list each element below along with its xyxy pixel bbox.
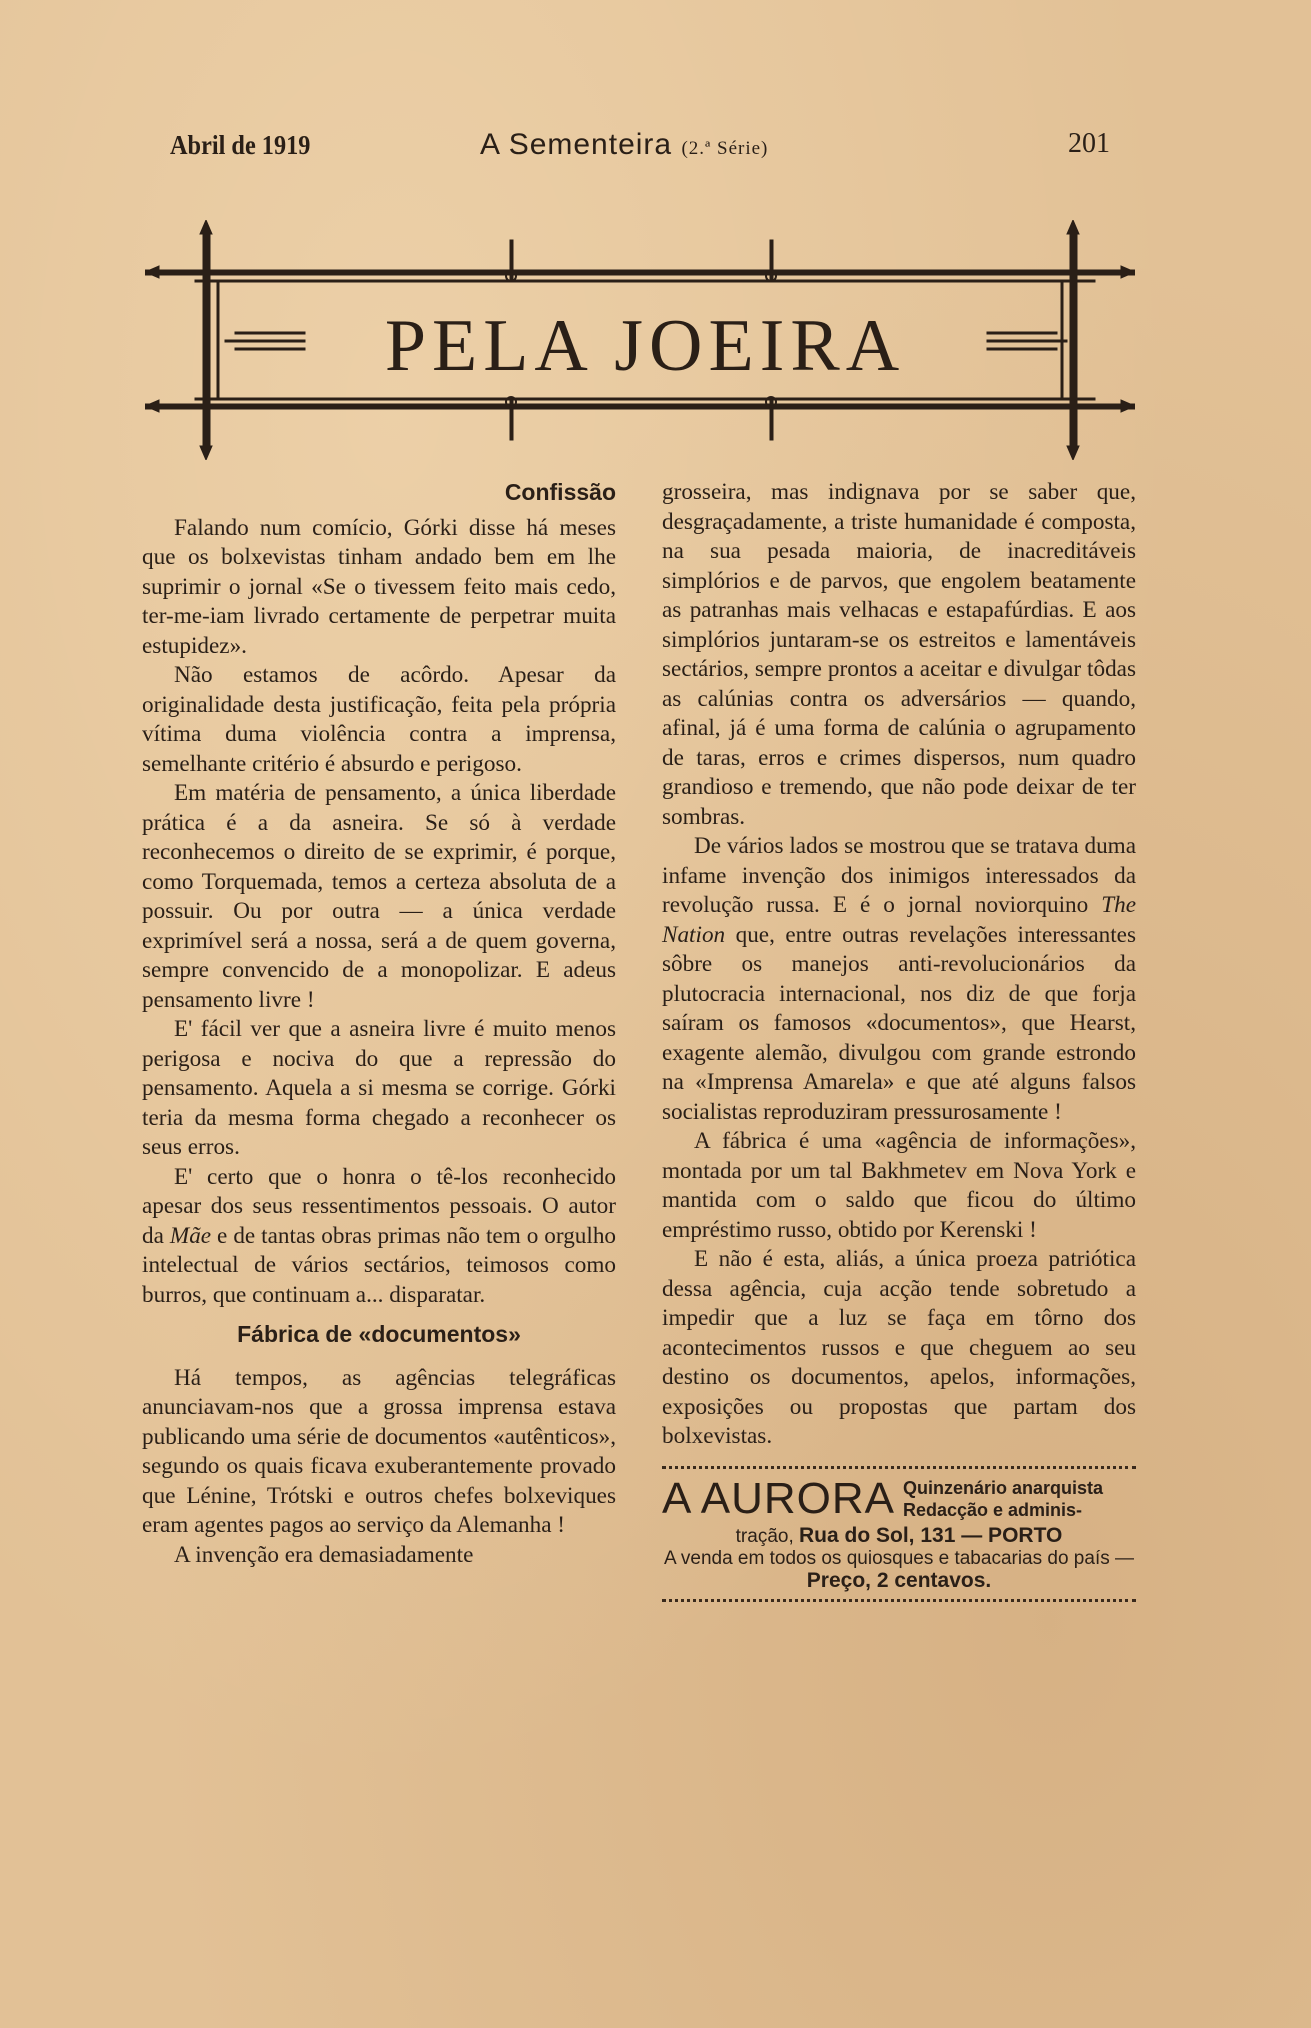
journal-title — [480, 128, 768, 162]
left-column — [142, 478, 616, 1570]
paragraph: Em matéria de pensamento, a única liberdade prática é a da asneira. Se só à verdade reconhecemos o direito de se exprimir, é porque, como Torquemada, temos a certeza absoluta de a possuir. Ou por outra — a única verdade exprimível será a nossa, será a de quem governa, sempre convencido de a monopolizar. E adeus pensamento livre ! — [142, 780, 616, 1013]
ad-line: tração, — [735, 1525, 800, 1547]
journal-name: A Sementeira — [480, 128, 673, 161]
paragraph — [142, 1163, 616, 1311]
ad-side-text — [903, 1477, 1103, 1521]
paragraph: Falando num comício, Górki disse há meses que os bolxevistas tinham andado bem em lhe suprimir o jornal «Se o tivessem feito mais cedo, ter-me-iam livrado certamente de perpetrar muita estupidez». — [142, 514, 616, 659]
section-heading-fabrica: Fábrica de «documentos» — [237, 1321, 521, 1347]
ad-line: A venda em todos os quiosques e tabacarias do país — — [663, 1547, 1135, 1569]
text-run: que, entre outras revelações interessantes sôbre os manejos anti-revolucionários da plutocracia internacional, nos diz de que forja saíram os famosos «documentos», que Hearst, exagente alemão, divulgou com grande estrondo na «Imprensa Amarela» e que até alguns falsos socialistas reproduziram pressurosamente ! — [662, 921, 1136, 1125]
banner-title: PELA JOEIRA — [384, 305, 906, 387]
text-run: E' certo que o honra o tê-los reconhecido apesar dos seus ressentimentos pessoais. O autor da — [142, 1163, 616, 1249]
newspaper-title: The Nation — [662, 892, 1136, 948]
ad-price: Preço, 2 centavos. — [806, 1568, 992, 1592]
paragraph: grosseira, mas indignava por se saber que, desgraçadamente, a triste humanidade é composta, na sua pesada maioria, de inacreditáveis simplórios e de parvos, que engolem beatamente as patranhas mais velhacas e estapafúrdias. E aos simplórios juntaram-se os estreitos e lamentáveis sectários, sempre prontos a aceitar e divulgar tôdas as calúnias contra os adversários — quando, afinal, já é uma forma de calúnia o agrupamento de taras, erros e crimes dispersos, num quadro grandioso e tremendo, que não pode deixar de ter sombras. — [662, 479, 1136, 830]
ad-line: Quinzenário anarquista — [902, 1477, 1104, 1498]
section-banner — [145, 220, 1135, 460]
journal-series: (2.ª Série) — [681, 138, 769, 159]
book-title: Mãe — [169, 1222, 212, 1249]
issue-date: Abril de 1919 — [170, 130, 311, 160]
advertisement-a-aurora — [662, 1466, 1136, 1602]
ad-name: A AURORA — [662, 1473, 895, 1523]
running-head — [150, 124, 1110, 164]
ad-address: Rua do Sol, 131 — PORTO — [799, 1523, 1063, 1547]
section-heading-confissao: Confissão — [504, 479, 616, 505]
ad-line: Redacção e adminis- — [902, 1499, 1083, 1520]
paragraph: A fábrica é uma «agência de informações», montada por um tal Bakhmetev em Nova York e mantida com o saldo que ficou do último empréstimo russo, obtido por Kerenski ! — [662, 1128, 1136, 1243]
page-number: 201 — [1068, 128, 1110, 159]
paragraph: Não estamos de acôrdo. Apesar da originalidade desta justificação, feita pela própria vítima duma violência contra a imprensa, semelhante critério é absurdo e perigoso. — [142, 662, 616, 777]
paragraph — [662, 832, 1136, 1127]
paragraph: E não é esta, aliás, a única proeza patriótica dessa agência, cuja acção tende sobretudo a impedir que a luz se faça em tôrno dos acontecimentos russos e que cheguem ao seu destino os documentos, apelos, informações, exposições ou propostas que partam dos bolxevistas. — [662, 1246, 1136, 1449]
text-run: e de tantas obras primas não tem o orgulho intelectual de vários sectários, teimosos como burros, que continuam a... disparatar. — [142, 1222, 617, 1308]
paragraph: E' fácil ver que a asneira livre é muito menos perigosa e nociva do que a repressão do pensamento. Aquela a si mesma se corrige. Górki teria da mesma forma chegado a reconhecer os seus erros. — [142, 1016, 616, 1160]
right-column — [662, 478, 1136, 1602]
ad-bottom-text — [662, 1525, 1136, 1593]
text-run: De vários lados se mostrou que se tratava duma infame invenção dos inimigos interessados da revolução russa. E é o jornal noviorquino — [662, 833, 1136, 918]
paragraph: Há tempos, as agências telegráficas anunciavam-nos que a grossa imprensa estava publicando uma série de documentos «autênticos», segundo os quais ficava exuberantemente provado que Lénine, Trótski e outros chefes bolxeviques eram agentes pagos ao serviço da Alemanha ! — [142, 1364, 616, 1538]
paragraph: A invenção era demasiadamente — [174, 1541, 474, 1568]
